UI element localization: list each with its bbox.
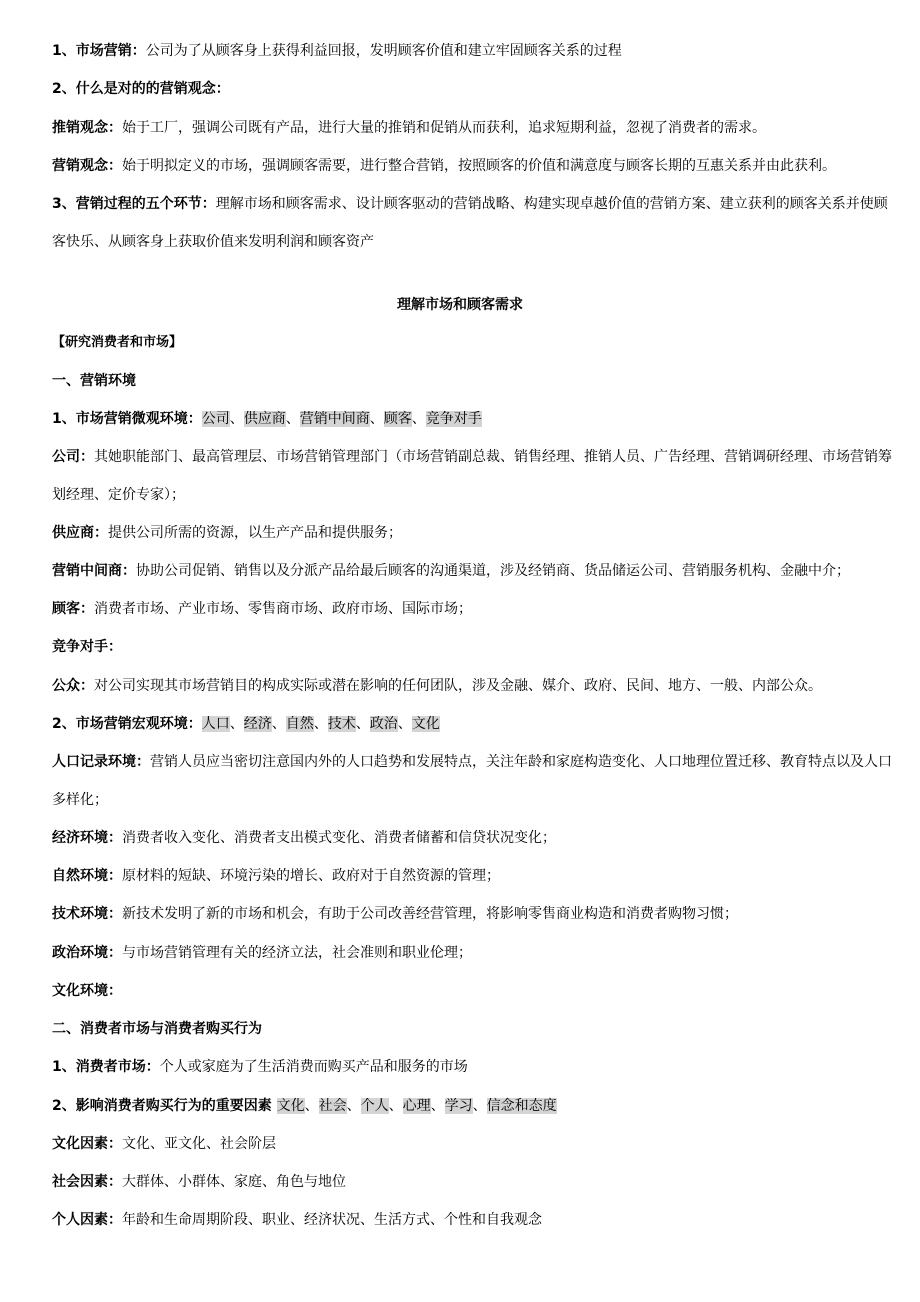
selling-concept [52,119,890,137]
text: 始于明拟定义的市场，强调顾客需要，进行整合营销，按照顾客的价值和满意度与顾客长期的互惠关系并由此获利。 [122,158,836,174]
text: 年龄和生命周期阶段、职业、经济状况、生活方式、个性和自我观念 [122,1212,542,1228]
text: 个人或家庭为了生活消费而购买产品和服务的市场 [159,1059,468,1075]
tag: 文化 [411,716,440,732]
personal-factor-item [52,1211,890,1229]
bracket-title: 【研究消费者和市场】 [52,335,183,350]
tag: 文化 [276,1098,305,1114]
label: 公司： [52,449,94,465]
consumer-market-item [52,1058,890,1076]
population-item [52,753,890,771]
label: 自然环境： [52,868,122,884]
tag: 学习 [444,1098,473,1114]
text: 协助公司促销、销售以及分派产品给最后顾客的沟通渠道，涉及经销商、货品储运公司、营销服务机构、金融中介； [136,563,850,579]
label: 竞争对手： [52,639,122,655]
definition-marketing [52,42,890,60]
company-item-cont [52,486,890,504]
label: 经济环境： [52,830,122,846]
question-marketing-concept [52,80,890,98]
text: 与市场营销管理有关的经济立法，社会准则和职业伦理； [122,945,472,961]
marketing-concept [52,157,890,175]
label: 文化环境： [52,983,122,999]
text: 始于工厂，强调公司既有产品，进行大量的推销和促销从而获利，追求短期利益，忽视了消费者的需求。 [122,120,766,136]
nature-item [52,867,890,885]
text: 消费者市场、产业市场、零售商市场、政府市场、国际市场； [94,601,472,617]
tag: 自然 [285,716,314,732]
text: 公司为了从顾客身上获得利益回报，发明顾客价值和建立牢固顾客关系的过程 [145,43,622,59]
tag: 供应商 [243,411,286,427]
public-item [52,677,890,695]
label: 政治环境： [52,945,122,961]
tech-item [52,905,890,923]
supplier-item [52,524,890,542]
heading-marketing-environment: 一、营销环境 [52,373,136,389]
marketing-process-cont [52,233,890,251]
tag: 人口 [201,716,230,732]
tag: 竞争对手 [425,411,482,427]
tag: 顾客 [383,411,412,427]
tag: 社会 [318,1098,347,1114]
tag: 经济 [243,716,272,732]
text: 对公司实现其市场营销目的构成实际或潜在影响的任何团队，涉及金融、媒介、政府、民间、地方、一般、内部公众。 [94,678,822,694]
text: 划经理、定价专家）； [52,487,185,503]
label: 推销观念： [52,120,122,136]
text: 原材料的短缺、环境污染的增长、政府对于自然资源的管理； [122,868,500,884]
label: 人口记录环境： [52,754,150,770]
culture-factor-item [52,1135,890,1153]
label: 营销观念： [52,158,122,174]
text: 多样化； [52,792,108,808]
text: 文化、亚文化、社会阶层 [122,1136,276,1152]
politics-item [52,944,890,962]
tag: 信念和态度 [486,1098,557,1114]
tag: 政治 [369,716,398,732]
label: 供应商： [52,525,108,541]
text: 消费者收入变化、消费者支出模式变化、消费者储蓄和信贷状况变化； [122,830,556,846]
label: 2、什么是对的的营销观念： [52,81,230,97]
text: 提供公司所需的资源，以生产产品和提供服务； [108,525,402,541]
label: 3、营销过程的五个环节： [52,196,216,212]
micro-environment: 1、市场营销微观环境：公司、供应商、营销中间商、顾客、竞争对手 [52,411,482,427]
tag: 技术 [327,716,356,732]
label: 1、市场营销微观环境： [52,411,202,427]
population-item-cont [52,791,890,809]
tag: 心理 [402,1098,431,1114]
social-factor-item [52,1173,890,1191]
intermediary-item [52,562,890,580]
purchase-factors: 2、影响消费者购买行为的重要因素 文化、社会、个人、心理、学习、信念和态度 [52,1098,557,1114]
label: 1、消费者市场： [52,1059,160,1075]
company-item [52,448,890,466]
text: 理解市场和顾客需求、设计顾客驱动的营销战略、构建实现卓越价值的营销方案、建立获利的顾客关系并使顾 [215,196,888,212]
customer-item [52,600,890,618]
text: 大群体、小群体、家庭、角色与地位 [122,1174,346,1190]
culture-env-item [52,982,890,1000]
label: 社会因素： [52,1174,122,1190]
marketing-process [52,195,890,213]
text: 其她职能部门、最高管理层、市场营销管理部门（市场营销副总裁、销售经理、推销人员、广告经理、营销调研经理、市场营销筹 [94,449,892,465]
text: 营销人员应当密切注意国内外的人口趋势和发展特点，关注年龄和家庭构造变化、人口地理位置迁移、教育特点以及人口 [150,754,892,770]
text: 新技术发明了新的市场和机会，有助于公司改善经营管理，将影响零售商业构造和消费者购物习惯； [122,906,738,922]
label: 1、市场营销： [52,43,146,59]
label: 营销中间商： [52,563,136,579]
competitor-item [52,638,890,656]
heading-consumer-market: 二、消费者市场与消费者购买行为 [52,1021,262,1037]
label: 2、影响消费者购买行为的重要因素 [52,1098,277,1114]
label: 顾客： [52,601,94,617]
macro-environment: 2、市场营销宏观环境：人口、经济、自然、技术、政治、文化 [52,716,440,732]
text: 客快乐、从顾客身上获取价值来发明利润和顾客资产 [52,234,374,250]
label: 文化因素： [52,1136,122,1152]
label: 技术环境： [52,906,122,922]
economy-item [52,829,890,847]
tag: 个人 [360,1098,389,1114]
label: 个人因素： [52,1212,122,1228]
section-title: 理解市场和顾客需求 [397,297,523,313]
label: 公众： [52,678,94,694]
tag: 营销中间商 [299,411,370,427]
tag: 公司 [201,411,230,427]
label: 2、市场营销宏观环境： [52,716,202,732]
